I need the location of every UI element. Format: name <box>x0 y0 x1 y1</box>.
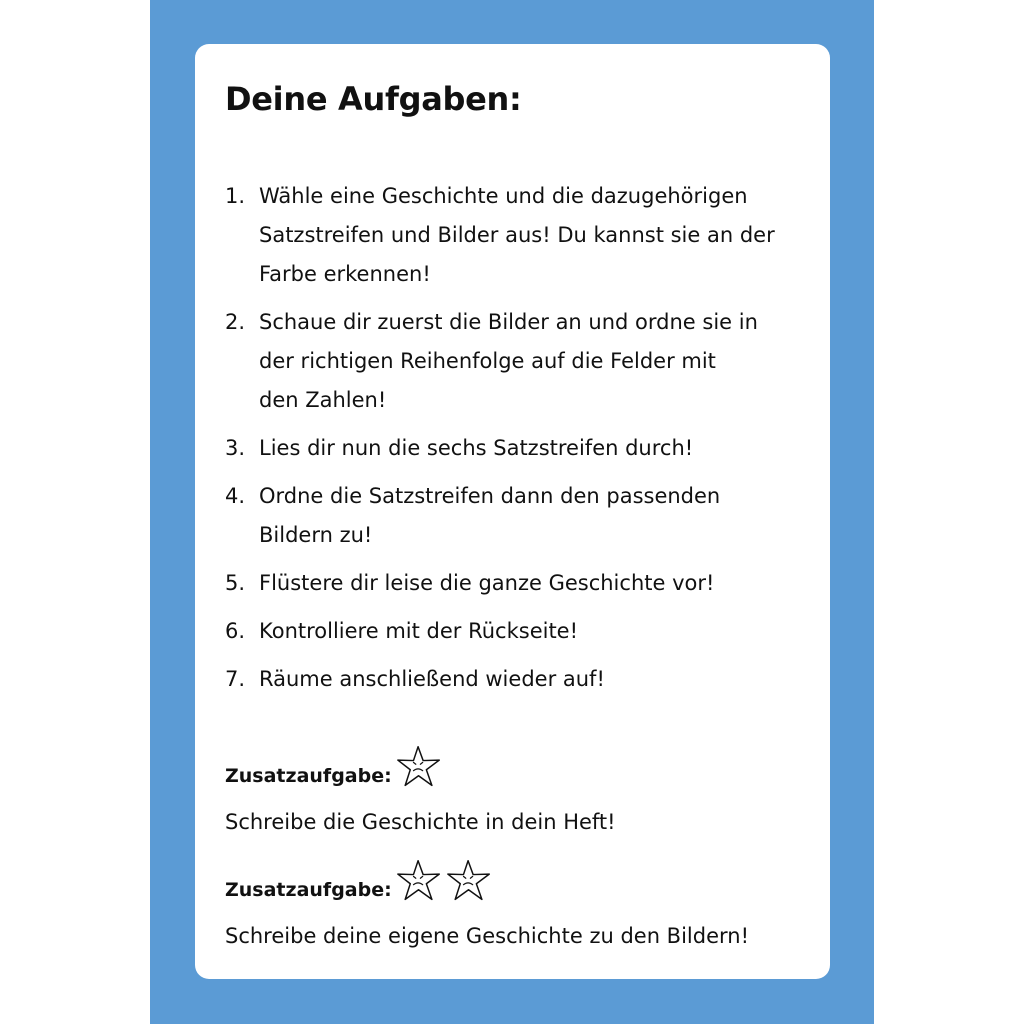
task-text-line: den Zahlen! <box>259 388 387 412</box>
task-text-line: Kontrolliere mit der Rückseite! <box>259 619 579 643</box>
task-text-line: Bildern zu! <box>259 523 373 547</box>
task-item <box>225 303 815 420</box>
task-text-line: Farbe erkennen! <box>259 262 431 286</box>
task-number: 1. <box>225 184 246 208</box>
task-text-line: Satzstreifen und Bilder aus! Du kannst sie an der <box>259 223 775 247</box>
extra-task-label: Zusatzaufgabe: <box>225 765 392 787</box>
task-text-line: Räume anschließend wieder auf! <box>259 667 605 691</box>
page-title: Deine Aufgaben: <box>225 80 522 118</box>
task-number: 4. <box>225 484 246 508</box>
task-item <box>225 564 815 603</box>
starfish-icon <box>396 858 442 904</box>
task-item <box>225 429 815 468</box>
task-card <box>195 44 830 979</box>
task-number: 6. <box>225 619 246 643</box>
task-number: 2. <box>225 310 246 334</box>
task-text-line: Lies dir nun die sechs Satzstreifen durch! <box>259 436 694 460</box>
task-number: 7. <box>225 667 246 691</box>
extra-task-text: Schreibe die Geschichte in dein Heft! <box>225 810 616 834</box>
task-item <box>225 177 815 294</box>
task-text-line: Wähle eine Geschichte und die dazugehörigen <box>259 184 748 208</box>
task-list <box>225 177 815 708</box>
task-number: 3. <box>225 436 246 460</box>
task-text-line: Schaue dir zuerst die Bilder an und ordne sie in <box>259 310 758 334</box>
task-text-line: Flüstere dir leise die ganze Geschichte vor! <box>259 571 715 595</box>
extra-task-two-stars <box>225 858 749 952</box>
starfish-icon <box>396 744 442 790</box>
task-item <box>225 660 815 699</box>
task-number: 5. <box>225 571 246 595</box>
starfish-icon <box>446 858 492 904</box>
task-item <box>225 612 815 651</box>
extra-task-one-star <box>225 744 616 838</box>
extra-task-label: Zusatzaufgabe: <box>225 879 392 901</box>
task-item <box>225 477 815 555</box>
extra-task-text: Schreibe deine eigene Geschichte zu den Bildern! <box>225 924 750 948</box>
task-text-line: der richtigen Reihenfolge auf die Felder mit <box>259 349 716 373</box>
task-text-line: Ordne die Satzstreifen dann den passenden <box>259 484 721 508</box>
